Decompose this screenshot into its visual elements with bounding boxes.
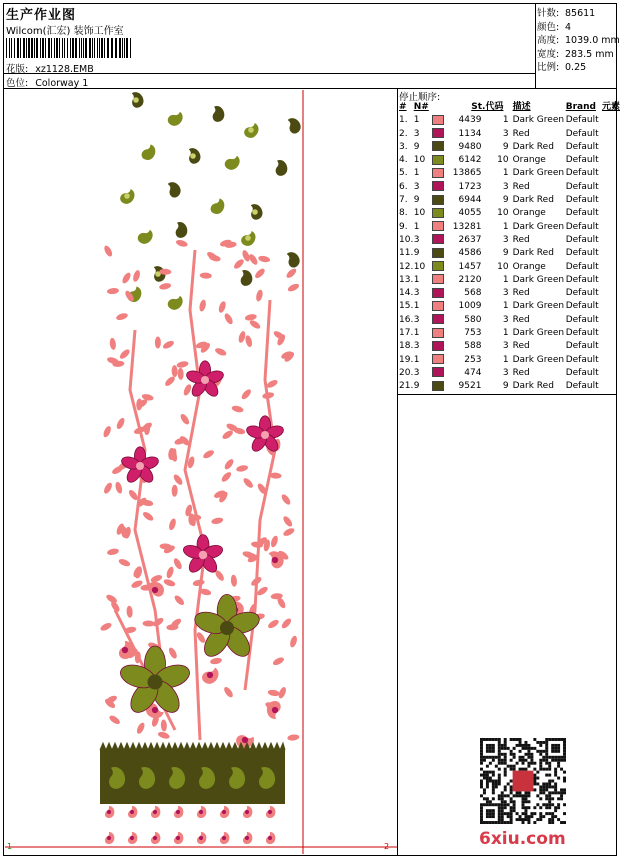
color-swatch-cell (432, 340, 447, 353)
stop-sequence-table (399, 101, 620, 394)
table-row (399, 167, 620, 180)
color-description: Red (512, 341, 530, 352)
table-row (399, 314, 620, 327)
stitch-count: 1009 (458, 301, 482, 312)
color-swatch (432, 341, 444, 351)
stop-number: 15. (399, 301, 414, 312)
brand-name: Default (565, 195, 599, 206)
stop-number: 18. (399, 341, 414, 352)
color-code: 3 (502, 181, 509, 192)
needle-number: 1 (413, 115, 420, 126)
color-swatch-cell (432, 141, 447, 154)
needle-number: 10 (413, 261, 426, 272)
meta-value: 4 (565, 21, 572, 33)
color-description: Dark Green (512, 168, 565, 179)
color-description: Dark Green (512, 301, 565, 312)
color-swatch (432, 261, 444, 271)
color-swatch (432, 181, 444, 191)
stop-number: 16. (399, 314, 414, 325)
table-header-cell: # (399, 102, 407, 112)
color-code: 1 (502, 115, 509, 126)
table-row (399, 327, 620, 340)
stitch-count: 6944 (458, 195, 482, 206)
table-row (399, 380, 620, 393)
table-header-cell: 元素 (601, 102, 620, 112)
meta-key: 颜色: (537, 21, 560, 33)
needle-number: 9 (413, 381, 420, 392)
color-code: 1 (502, 274, 509, 285)
color-description: Red (512, 367, 530, 378)
table-header-row (399, 101, 620, 114)
colorway-value: Colorway 1 (35, 78, 89, 89)
color-code: 1 (502, 301, 509, 312)
stitch-count: 1457 (458, 261, 482, 272)
color-code: 10 (497, 155, 509, 166)
color-description: Red (512, 128, 530, 139)
color-code: 3 (502, 314, 509, 325)
color-swatch (432, 288, 444, 298)
color-swatch-cell (432, 261, 447, 274)
table-header-cell (432, 101, 447, 114)
brand-name: Default (565, 181, 599, 192)
color-description: Dark Green (512, 354, 565, 365)
stop-number: 17. (399, 328, 414, 339)
table-header-cell: Brand (565, 102, 596, 112)
stitch-count: 13281 (452, 221, 482, 232)
table-bottom-line (397, 394, 617, 395)
color-swatch (432, 328, 444, 338)
needle-number: 3 (413, 234, 420, 245)
table-row (399, 154, 620, 167)
needle-number: 1 (413, 221, 420, 232)
stitch-count: 9480 (458, 141, 482, 152)
table-row (399, 367, 620, 380)
color-swatch (432, 301, 444, 311)
table-row (399, 261, 620, 274)
paisley-motifs (118, 90, 303, 313)
color-swatch (432, 248, 444, 258)
color-code: 1 (502, 221, 509, 232)
stop-number: 9. (399, 221, 408, 232)
color-description: Red (512, 181, 530, 192)
needle-number: 10 (413, 208, 426, 219)
stop-number: 7. (399, 195, 408, 206)
color-swatch-cell (432, 154, 447, 167)
stop-number: 1. (399, 115, 408, 126)
brand-name: Default (565, 141, 599, 152)
stop-number: 10. (399, 234, 414, 245)
needle-number: 1 (413, 274, 420, 285)
brand-name: Default (565, 221, 599, 232)
brand-name: Default (565, 301, 599, 312)
color-description: Dark Green (512, 221, 565, 232)
color-code: 9 (502, 248, 509, 259)
meta-row (537, 5, 595, 19)
color-code: 1 (502, 168, 509, 179)
brand-name: Default (565, 328, 599, 339)
color-swatch (432, 381, 444, 391)
color-description: Orange (512, 208, 546, 219)
qr-code-icon (480, 738, 566, 824)
brand-name: Default (565, 341, 599, 352)
color-description: Dark Green (512, 115, 565, 126)
floral-vines (99, 238, 300, 792)
needle-number: 1 (413, 354, 420, 365)
table-row (399, 141, 620, 154)
needle-number: 1 (413, 168, 420, 179)
color-code: 1 (502, 354, 509, 365)
design-panel-divider (397, 88, 398, 856)
needle-number: 3 (413, 181, 420, 192)
stop-number: 21. (399, 381, 414, 392)
brand-name: Default (565, 288, 599, 299)
stitch-count: 4439 (458, 115, 482, 126)
barcode-icon (6, 38, 131, 58)
meta-key: 比例: (537, 62, 560, 73)
color-swatch-cell (432, 167, 447, 180)
design-file-row (6, 61, 94, 75)
meta-value: 1039.0 mm (565, 35, 620, 46)
color-description: Red (512, 288, 530, 299)
color-description: Dark Red (512, 248, 554, 259)
color-swatch-cell (432, 314, 447, 327)
meta-value: 0.25 (565, 62, 587, 73)
meta-row (537, 19, 571, 33)
table-row (399, 247, 620, 260)
color-swatch (432, 354, 444, 364)
table-row (399, 234, 620, 247)
table-row (399, 128, 620, 141)
stitch-count: 580 (464, 314, 482, 325)
stop-number: 8. (399, 208, 408, 219)
color-description: Dark Red (512, 141, 554, 152)
stitch-count: 4586 (458, 248, 482, 259)
stop-number: 13. (399, 274, 414, 285)
color-swatch (432, 155, 444, 165)
brand-name: Default (565, 248, 599, 259)
color-swatch (432, 115, 444, 125)
color-description: Dark Green (512, 328, 565, 339)
needle-number: 3 (413, 288, 420, 299)
color-swatch-cell (432, 128, 447, 141)
color-swatch-cell (432, 274, 447, 287)
needle-number: 9 (413, 195, 420, 206)
color-swatch-cell (432, 327, 447, 340)
color-code: 3 (502, 128, 509, 139)
color-swatch-cell (432, 207, 447, 220)
design-file-value: xz1128.EMB (35, 64, 94, 75)
color-swatch (432, 274, 444, 284)
color-code: 10 (497, 208, 509, 219)
stitch-count: 1723 (458, 181, 482, 192)
color-swatch-cell (432, 114, 447, 127)
header-bottom-line (3, 88, 617, 89)
needle-number: 1 (413, 301, 420, 312)
table-row (399, 354, 620, 367)
color-swatch (432, 367, 444, 377)
color-swatch-cell (432, 367, 447, 380)
meta-row (537, 32, 620, 46)
stitch-count: 4055 (458, 208, 482, 219)
stitch-count: 1134 (458, 128, 482, 139)
color-description: Dark Red (512, 195, 554, 206)
marker-left: 1 (7, 842, 13, 851)
color-code: 3 (502, 341, 509, 352)
stitch-count: 2120 (458, 274, 482, 285)
stitch-count: 588 (464, 341, 482, 352)
color-swatch-cell (432, 221, 447, 234)
stitch-count: 253 (464, 354, 482, 365)
color-code: 10 (497, 261, 509, 272)
color-code: 1 (502, 328, 509, 339)
meta-row (537, 59, 586, 73)
header-divider (535, 3, 536, 88)
color-code: 9 (502, 381, 509, 392)
needle-number: 3 (413, 341, 420, 352)
table-header-cell: 描述 (512, 102, 531, 112)
brand-name: Default (565, 314, 599, 325)
color-swatch (432, 128, 444, 138)
stop-number: 4. (399, 155, 408, 166)
stop-number: 2. (399, 128, 408, 139)
brand-name: Default (565, 381, 599, 392)
needle-number: 1 (413, 328, 420, 339)
meta-key: 高度: (537, 35, 560, 46)
bottom-border (100, 743, 285, 844)
stop-number: 19. (399, 354, 414, 365)
brand-name: Default (565, 274, 599, 285)
table-header-cell: St. (471, 102, 486, 112)
color-description: Dark Green (512, 274, 565, 285)
color-swatch-cell (432, 194, 447, 207)
color-swatch-cell (432, 247, 447, 260)
table-row (399, 114, 620, 127)
meta-key: 针数: (537, 8, 560, 19)
color-code: 9 (502, 195, 509, 206)
embroidery-design-preview (5, 90, 397, 854)
brand-name: Default (565, 261, 599, 272)
table-row (399, 221, 620, 234)
table-row (399, 181, 620, 194)
stitch-count: 6142 (458, 155, 482, 166)
meta-value: 283.5 mm (565, 48, 614, 60)
stitch-count: 13865 (452, 168, 482, 179)
brand-name: Default (565, 208, 599, 219)
color-description: Dark Red (512, 381, 554, 392)
stitch-count: 9521 (458, 381, 482, 392)
color-swatch-cell (432, 380, 447, 393)
stop-number: 3. (399, 141, 408, 152)
color-swatch (432, 234, 444, 244)
design-file-label: 花版: (6, 64, 29, 75)
color-swatch (432, 314, 444, 324)
watermark-text: 6xiu.com (479, 829, 566, 849)
needle-number: 9 (413, 141, 420, 152)
meta-key: 宽度: (537, 48, 560, 60)
color-code: 9 (502, 141, 509, 152)
color-code: 3 (502, 288, 509, 299)
color-description: Orange (512, 261, 546, 272)
needle-number: 3 (413, 128, 420, 139)
table-row (399, 340, 620, 353)
color-swatch (432, 221, 444, 231)
color-swatch-cell (432, 181, 447, 194)
stop-number: 14. (399, 288, 414, 299)
stitch-count: 568 (464, 288, 482, 299)
table-header-cell: N# (413, 102, 429, 112)
stop-number: 6. (399, 181, 408, 192)
color-swatch-cell (432, 287, 447, 300)
table-row (399, 194, 620, 207)
color-code: 3 (502, 367, 509, 378)
color-swatch (432, 208, 444, 218)
brand-name: Default (565, 168, 599, 179)
color-swatch (432, 195, 444, 205)
color-description: Red (512, 234, 530, 245)
table-row (399, 300, 620, 313)
stitch-count: 474 (464, 367, 482, 378)
meta-value: 85611 (565, 8, 596, 19)
stitch-count: 753 (464, 328, 482, 339)
stop-number: 12. (399, 261, 414, 272)
meta-row (537, 46, 614, 60)
needle-number: 10 (413, 155, 426, 166)
page-title: 生产作业图 (6, 8, 77, 23)
brand-name: Default (565, 234, 599, 245)
stitch-count: 2637 (458, 234, 482, 245)
needle-number: 9 (413, 248, 420, 259)
brand-name: Default (565, 115, 599, 126)
color-description: Orange (512, 155, 546, 166)
color-swatch (432, 141, 444, 151)
color-description: Red (512, 314, 530, 325)
color-swatch-cell (432, 300, 447, 313)
brand-name: Default (565, 367, 599, 378)
table-row (399, 274, 620, 287)
brand-name: Default (565, 128, 599, 139)
colorway-label: 色位: (6, 78, 29, 89)
stop-number: 11. (399, 248, 414, 259)
company-name: Wilcom(汇宏) 装饰工作室 (6, 26, 124, 37)
brand-name: Default (565, 354, 599, 365)
table-row (399, 287, 620, 300)
table-row (399, 207, 620, 220)
color-code: 3 (502, 234, 509, 245)
stop-number: 5. (399, 168, 408, 179)
marker-right: 2 (384, 842, 390, 851)
stop-number: 20. (399, 367, 414, 378)
needle-number: 3 (413, 367, 420, 378)
color-swatch-cell (432, 234, 447, 247)
needle-number: 3 (413, 314, 420, 325)
color-swatch-cell (432, 354, 447, 367)
brand-name: Default (565, 155, 599, 166)
colorway-row (6, 75, 88, 89)
color-swatch (432, 168, 444, 178)
stop-sequence-title: 停止顺序: (399, 92, 441, 103)
table-header-cell: 代码 (485, 102, 504, 112)
